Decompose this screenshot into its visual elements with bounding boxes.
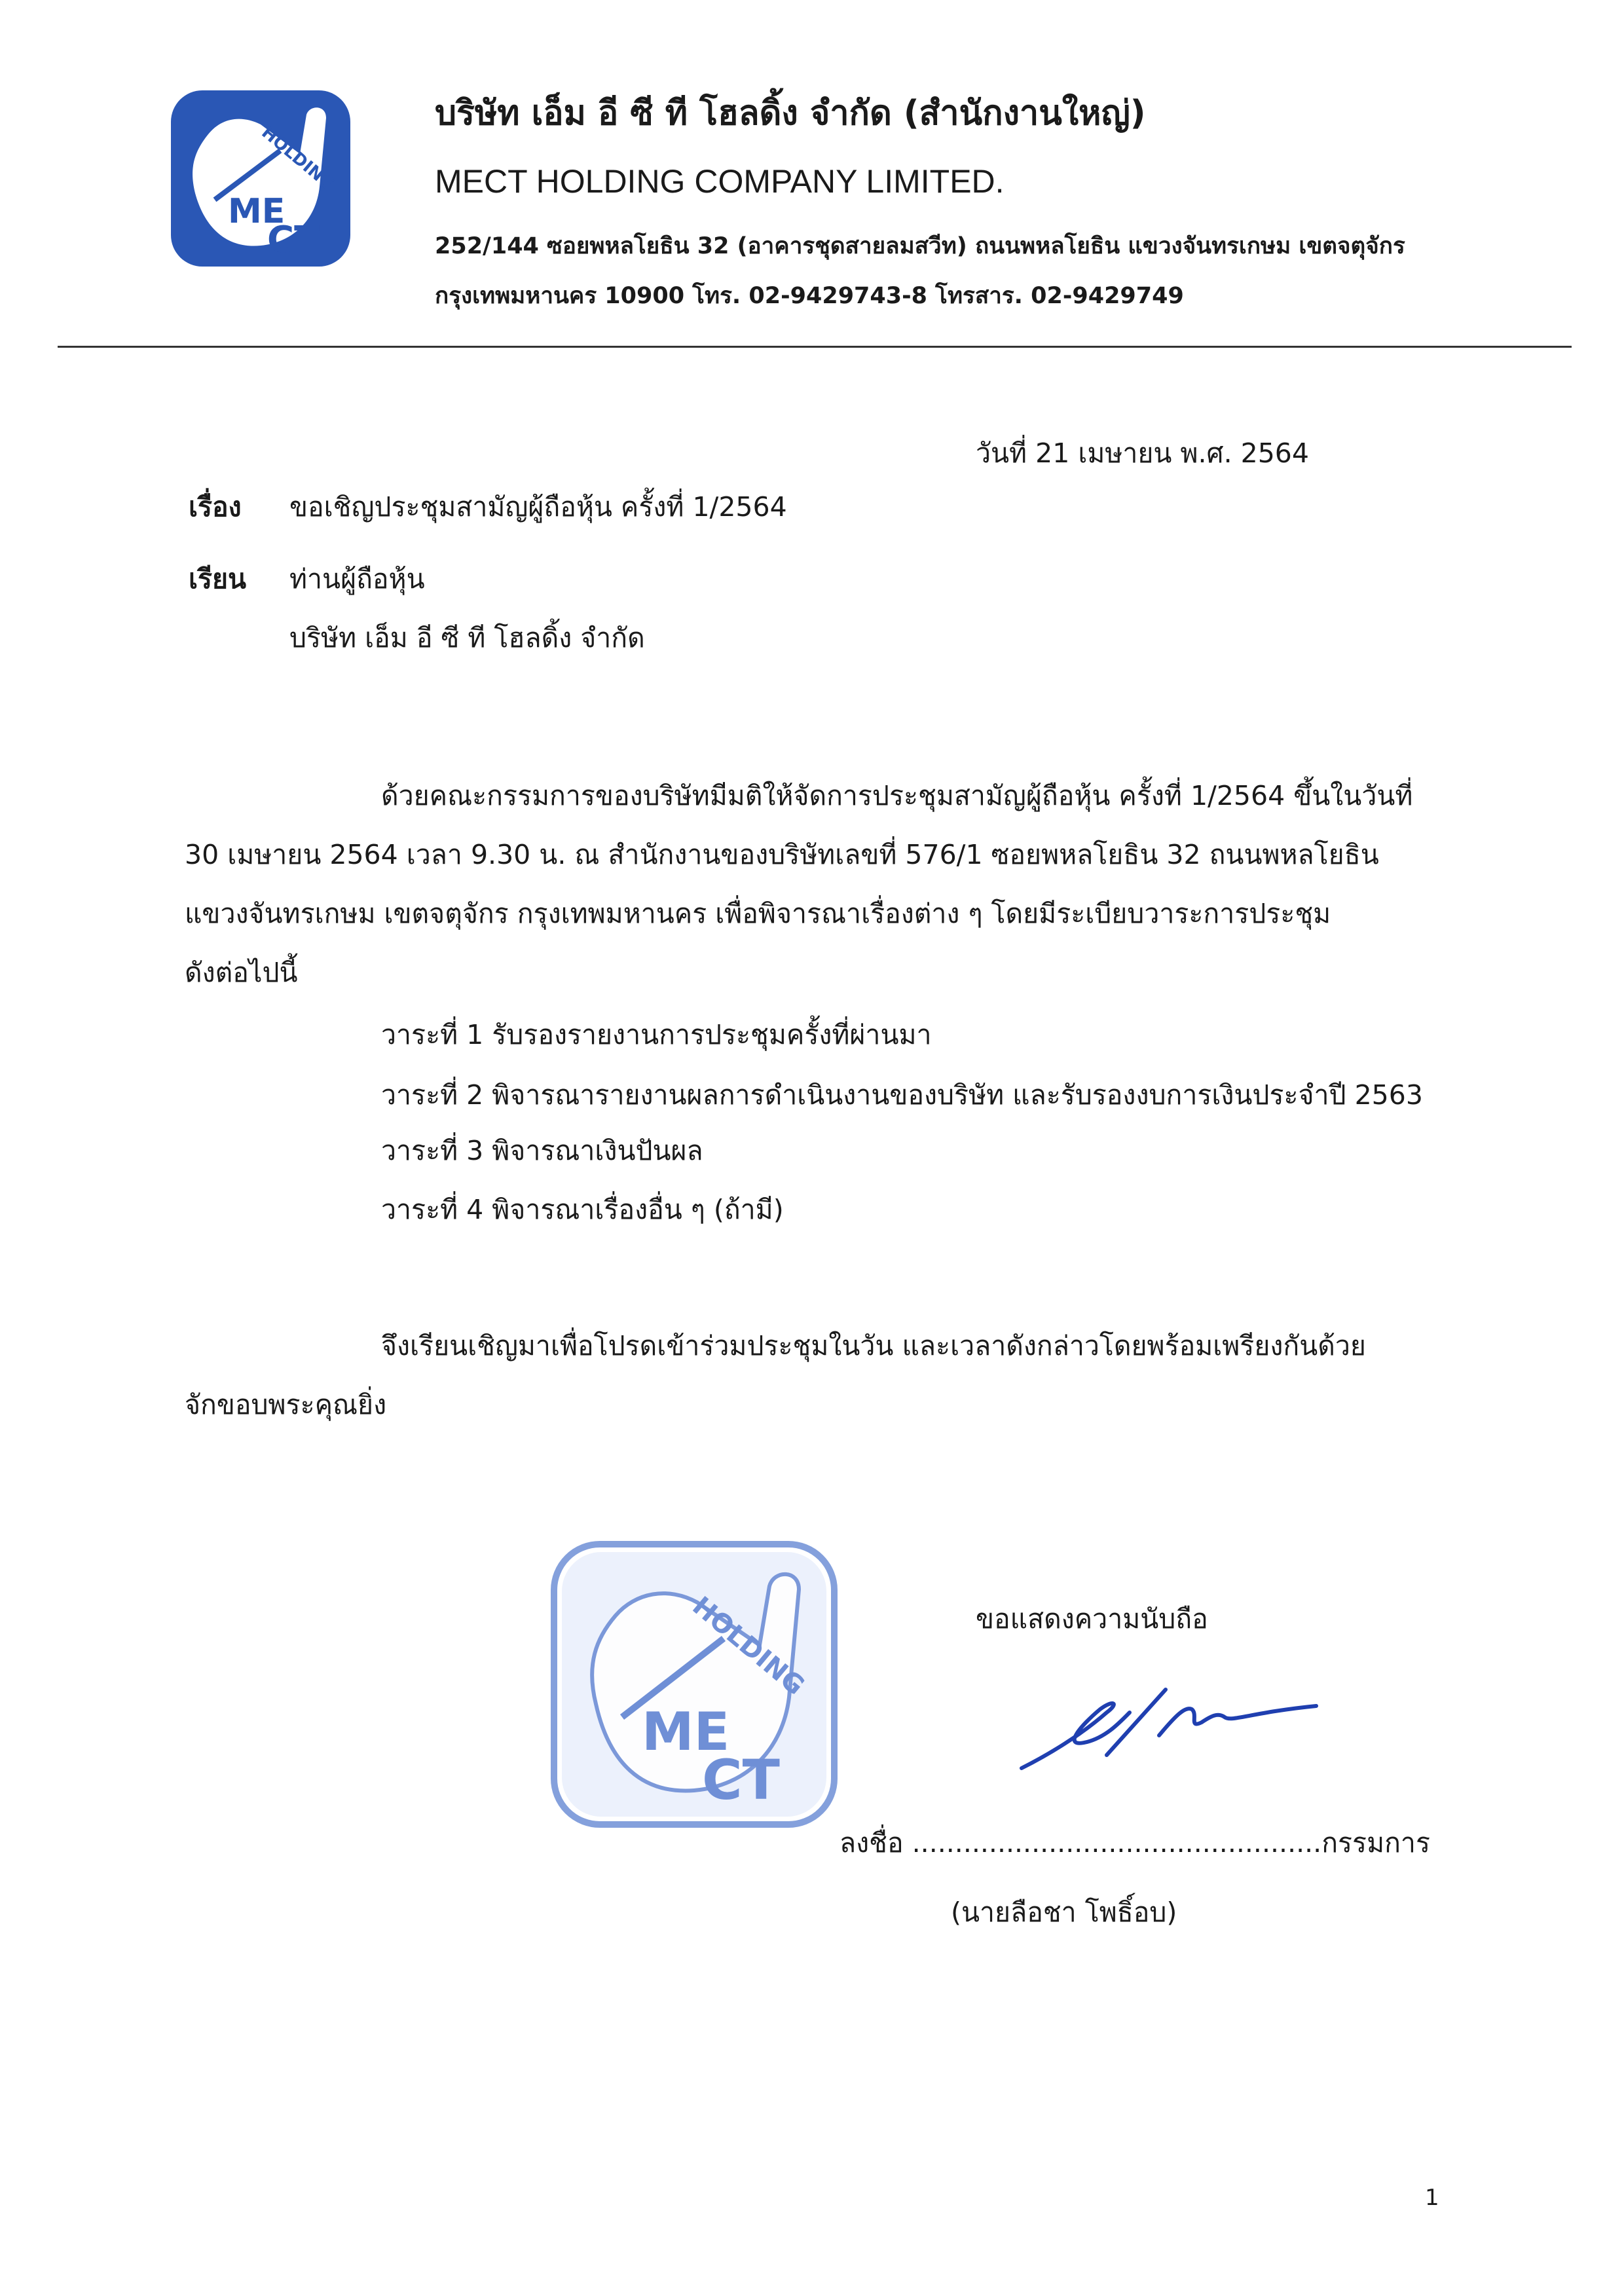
agenda-item: วาระที่ 2 พิจารณารายงานผลการดำเนินงานของบริษัท และรับรองงบการเงินประจำปี 2563 <box>381 1079 1423 1111</box>
signer-name: (นายลือชา โพธิ์อบ) <box>951 1897 1177 1928</box>
paragraph-line: ดังต่อไปนี้ <box>185 957 298 988</box>
logo-holding-text: HOLDING <box>257 122 339 195</box>
signature-line: ลงชื่อ ................................................กรรมการ <box>840 1827 1430 1859</box>
company-logo <box>169 88 352 268</box>
paragraph-line: 30 เมษายน 2564 เวลา 9.30 น. ณ สำนักงานของบริษัทเลขที่ 576/1 ซอยพหลโยธิน 32 ถนนพหลโยธิน <box>185 839 1379 870</box>
company-name-en: MECT HOLDING COMPANY LIMITED. <box>435 163 1005 200</box>
paragraph-line: แขวงจันทรเกษม เขตจตุจักร กรุงเทพมหานคร เพื่อพิจารณาเรื่องต่าง ๆ โดยมีระเบียบวาระการประชุม <box>185 898 1331 929</box>
stamp-holding-text: HOLDING <box>686 1591 810 1701</box>
handwritten-signature <box>1008 1676 1336 1781</box>
logo-me-text: ME <box>228 192 286 231</box>
paragraph-line: ด้วยคณะกรรมการของบริษัทมีมติให้จัดการประชุมสามัญผู้ถือหุ้น ครั้งที่ 1/2564 ขึ้นในวันที่ <box>381 780 1413 811</box>
company-address-line1: 252/144 ซอยพหลโยธิน 32 (อาคารชุดสายลมสวีท) ถนนพหลโยธิน แขวงจันทรเกษม เขตจตุจักร <box>435 233 1405 259</box>
letterhead-divider <box>58 346 1572 348</box>
recipient-line2: บริษัท เอ็ม อี ซี ที โฮลดิ้ง จำกัด <box>289 622 645 654</box>
invitation-paragraph <box>185 766 1442 1002</box>
closing-paragraph <box>185 1316 1442 1434</box>
company-address-line2: กรุงเทพมหานคร 10900 โทร. 02-9429743-8 โทรสาร. 02-9429749 <box>435 283 1184 309</box>
company-stamp <box>550 1540 838 1828</box>
agenda-item: วาระที่ 1 รับรองรายงานการประชุมครั้งที่ผ่านมา <box>381 1019 932 1050</box>
paragraph-line: จึงเรียนเชิญมาเพื่อโปรดเข้าร่วมประชุมในวัน และเวลาดังกล่าวโดยพร้อมเพรียงกันด้วย <box>381 1330 1366 1361</box>
agenda-item: วาระที่ 3 พิจารณาเงินปันผล <box>381 1135 703 1166</box>
stamp-me-text: ME <box>642 1701 730 1762</box>
logo-ct-text: CT <box>267 219 320 261</box>
company-name-th: บริษัท เอ็ม อี ซี ที โฮลดิ้ง จำกัด (สำนักงานใหญ่) <box>435 94 1146 133</box>
page-number: 1 <box>1425 2185 1439 2211</box>
recipient-line1: ท่านผู้ถือหุ้น <box>289 563 425 595</box>
recipient-label: เรียน <box>189 563 247 595</box>
closing-salutation: ขอแสดงความนับถือ <box>976 1603 1208 1635</box>
letter-date: วันที่ 21 เมษายน พ.ศ. 2564 <box>976 437 1309 469</box>
stamp-ct-text: CT <box>702 1748 780 1812</box>
paragraph-line: จักขอบพระคุณยิ่ง <box>185 1389 387 1420</box>
agenda-item: วาระที่ 4 พิจารณาเรื่องอื่น ๆ (ถ้ามี) <box>381 1194 784 1225</box>
subject-label: เรื่อง <box>189 491 242 523</box>
subject-text: ขอเชิญประชุมสามัญผู้ถือหุ้น ครั้งที่ 1/2564 <box>289 491 787 523</box>
